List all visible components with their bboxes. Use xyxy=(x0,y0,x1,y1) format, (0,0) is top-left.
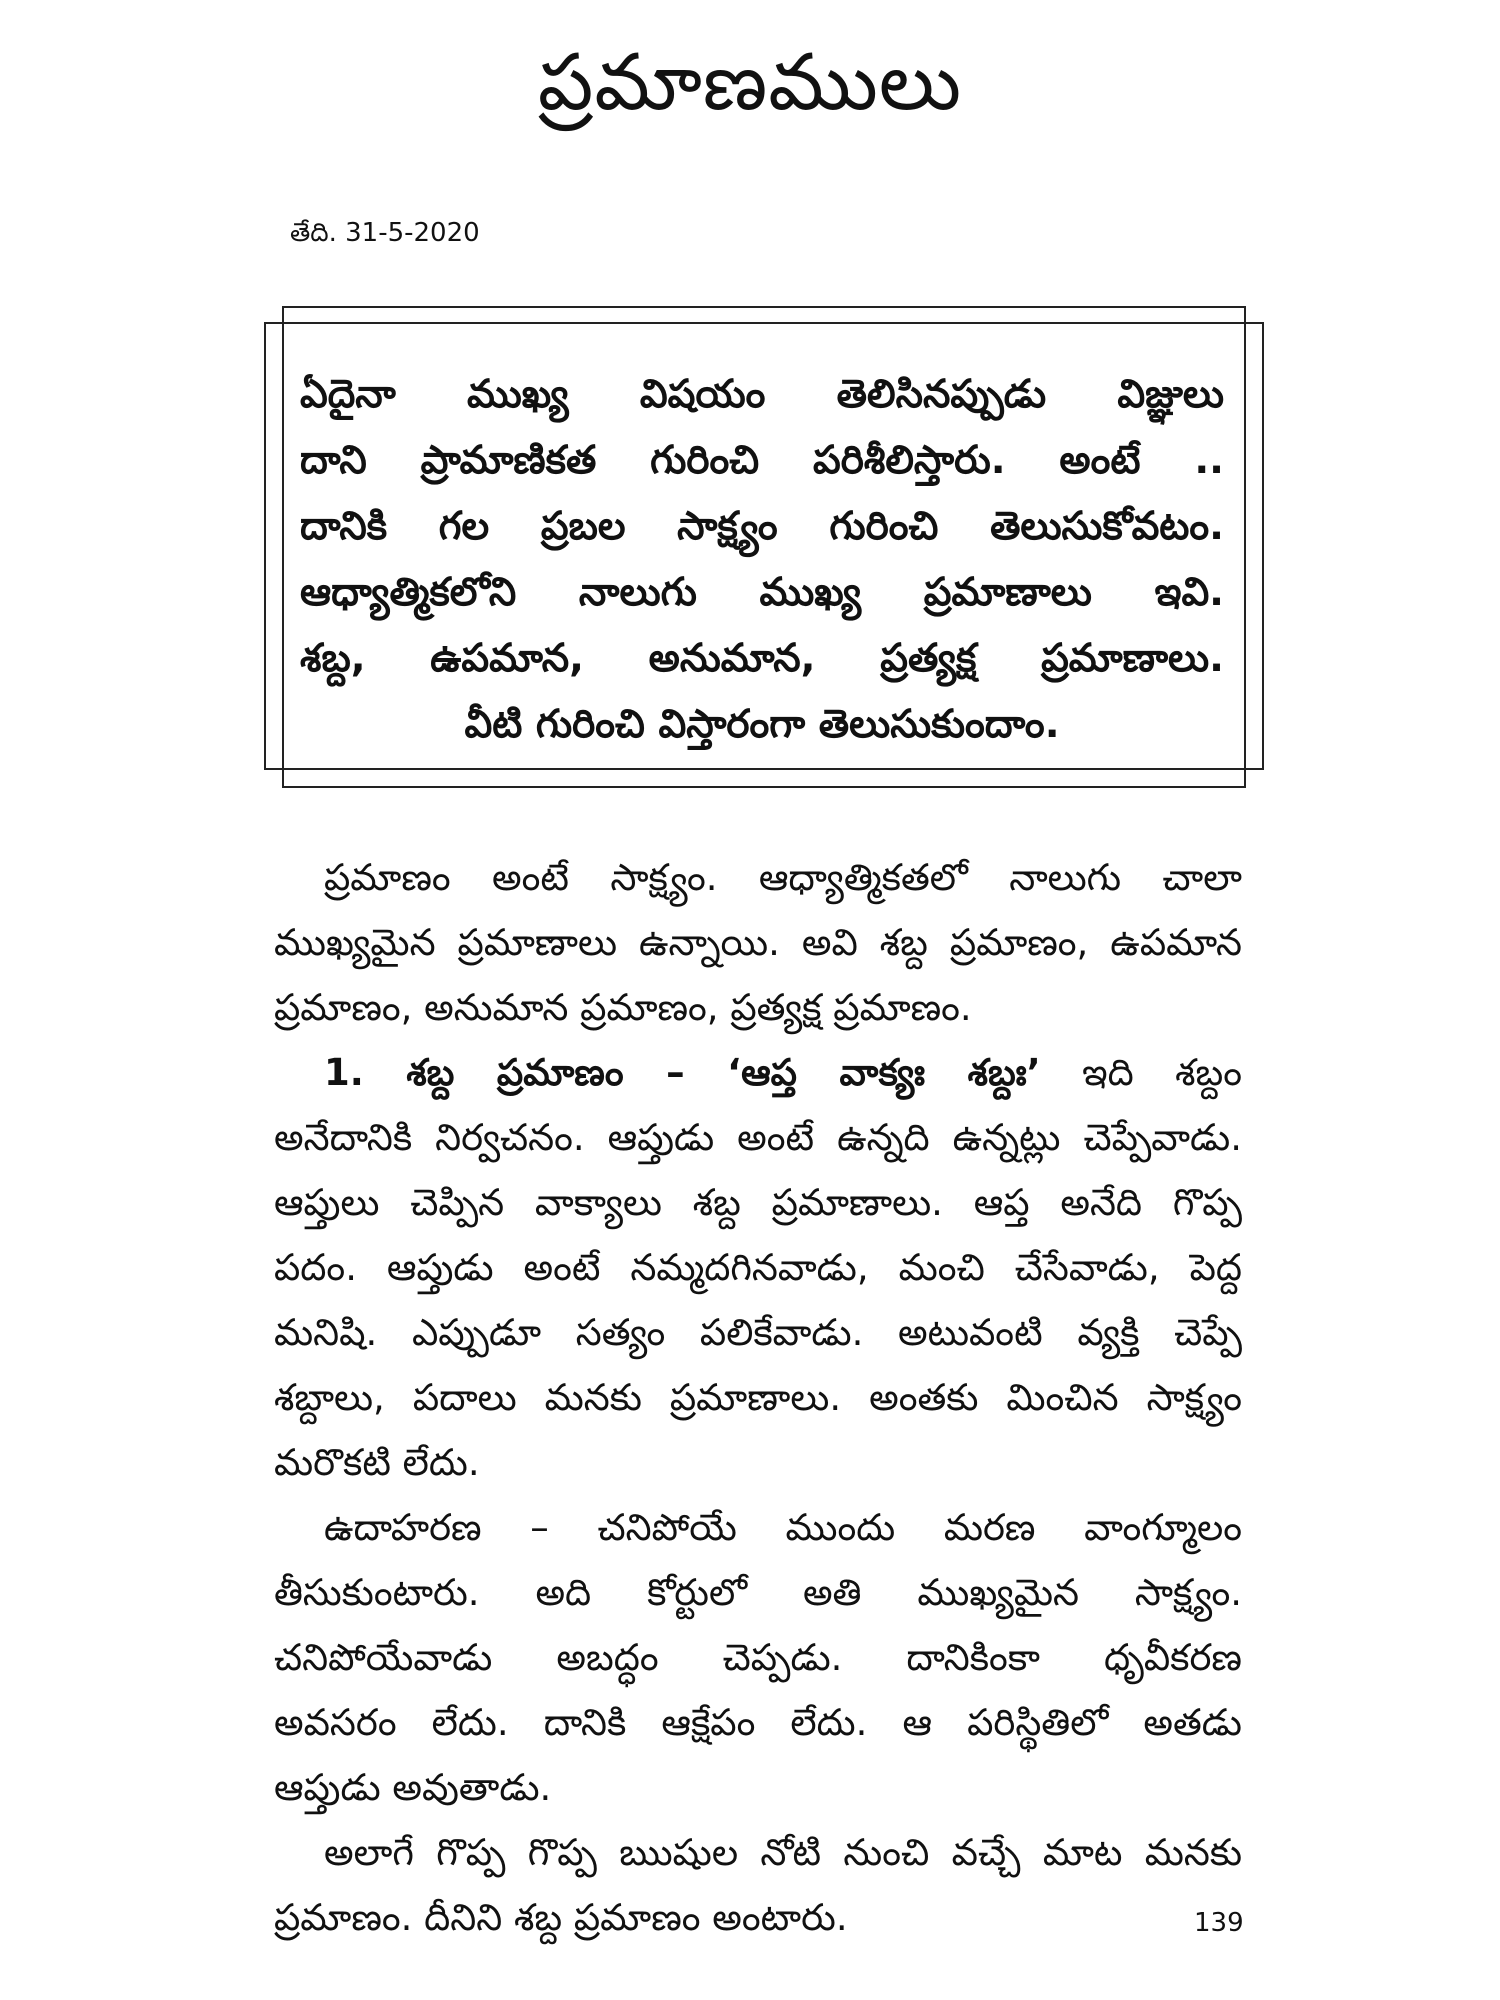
date-label: తేది. 31-5-2020 xyxy=(290,218,480,248)
paragraph-line: ముఖ్యమైన ప్రమాణాలు ఉన్నాయి. అవి శబ్ద ప్రమాణం, ఉపమాన xyxy=(274,921,1242,964)
paragraph-line: ఆప్తుడు అవుతాడు. xyxy=(274,1766,552,1809)
paragraph-line: శబ్దాలు, పదాలు మనకు ప్రమాణాలు. అంతకు మించిన సాక్ష్యం xyxy=(274,1376,1242,1419)
paragraph-line xyxy=(274,1040,1242,1105)
paragraph-line: పదం. ఆప్తుడు అంటే నమ్మదగినవాడు, మంచి చేసేవాడు, పెద్ద xyxy=(274,1246,1242,1289)
paragraph-line: అలాగే గొప్ప గొప్ప ఋషుల నోటి నుంచి వచ్చే మాట మనకు xyxy=(324,1831,1242,1874)
callout-line: శబ్ద, ఉపమాన, అనుమాన, ప్రత్యక్ష ప్రమాణాలు. xyxy=(300,636,1224,681)
paragraph-line: ప్రమాణం, అనుమాన ప్రమాణం, ప్రత్యక్ష ప్రమాణం. xyxy=(274,986,972,1029)
paragraph-line: అనేదానికి నిర్వచనం. ఆప్తుడు అంటే ఉన్నది ఉన్నట్లు చెప్పేవాడు. xyxy=(274,1116,1242,1159)
paragraph-line: ప్రమాణం అంటే సాక్ష్యం. ఆధ్యాత్మికతలో నాలుగు చాలా xyxy=(324,856,1242,899)
callout-line: వీటి గురించి విస్తారంగా తెలుసుకుందాం. xyxy=(464,702,1060,747)
paragraph-line: చనిపోయేవాడు అబద్ధం చెప్పడు. దానికింకా ధృవీకరణ xyxy=(274,1636,1242,1679)
paragraph-line: ఆప్తులు చెప్పిన వాక్యాలు శబ్ద ప్రమాణాలు. ఆప్త అనేది గొప్ప xyxy=(274,1181,1242,1224)
page-number: 139 xyxy=(1194,1908,1244,1938)
callout-line: ఆధ్యాత్మికలోని నాలుగు ముఖ్య ప్రమాణాలు ఇవి. xyxy=(300,570,1224,615)
heading-continuation: ఇది శబ్దం xyxy=(1040,1051,1243,1094)
callout-line: దాని ప్రామాణికత గురించి పరిశీలిస్తారు. అంటే .. xyxy=(300,438,1224,483)
paragraph-line: మరొకటి లేదు. xyxy=(274,1441,480,1484)
paragraph-line: మనిషి. ఎప్పుడూ సత్యం పలికేవాడు. అటువంటి వ్యక్తి చెప్పే xyxy=(274,1311,1242,1354)
paragraph-line: అవసరం లేదు. దానికి ఆక్షేపం లేదు. ఆ పరిస్థితిలో అతడు xyxy=(274,1701,1242,1744)
section-heading: 1. శబ్ద ప్రమాణం – ‘ఆప్త వాక్యః శబ్దః’ xyxy=(324,1051,1041,1094)
callout-line: దానికి గల ప్రబల సాక్ష్యం గురించి తెలుసుకోవటం. xyxy=(300,504,1224,549)
paragraph-line: తీసుకుంటారు. అది కోర్టులో అతి ముఖ్యమైన సాక్ష్యం. xyxy=(274,1571,1242,1614)
body-text xyxy=(274,845,1242,1950)
callout-line: ఏదైనా ముఖ్య విషయం తెలిసినప్పుడు విజ్ఞులు xyxy=(300,372,1224,417)
paragraph-line: ప్రమాణం. దీనిని శబ్ద ప్రమాణం అంటారు. xyxy=(274,1896,848,1939)
page-title: ప్రమాణములు xyxy=(537,38,963,128)
callout-box xyxy=(300,362,1224,758)
paragraph-line: ఉదాహరణ – చనిపోయే ముందు మరణ వాంగ్మూలం xyxy=(324,1506,1242,1549)
